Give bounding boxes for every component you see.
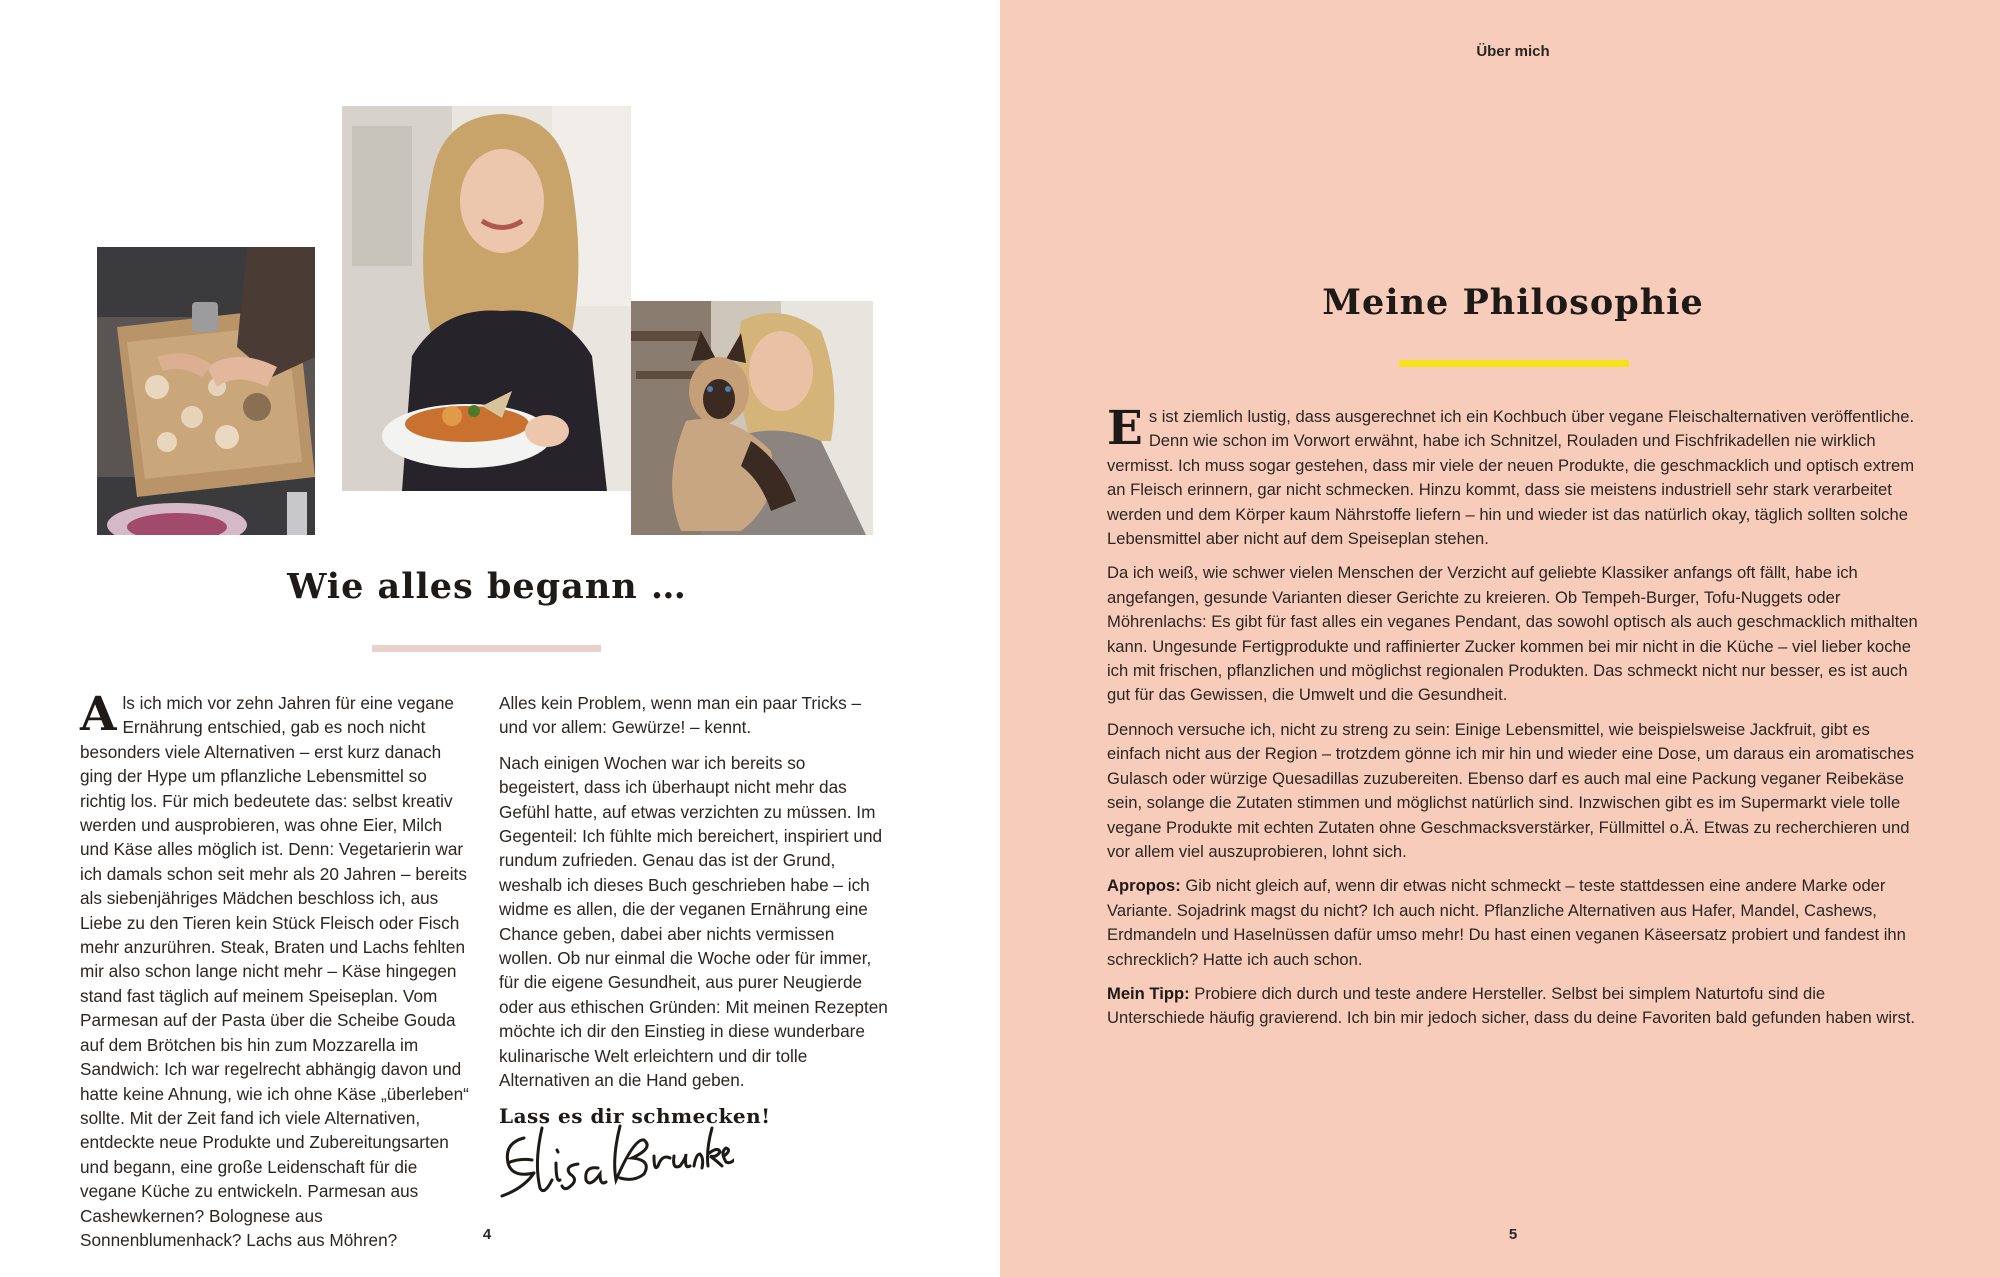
running-head: Über mich xyxy=(1476,43,1550,60)
signature-elisa-brunke xyxy=(494,1118,734,1208)
intro-text: ls ich mich vor zehn Jahren für eine vegane Ernährung entschied, gab es noch nicht besonders viele Alternativen – erst kurz danach ging der Hype um pflanzliche Lebensmittel so richtig los. Für mich bedeutete das: selbst kreativ werden und ausprobieren, was ohne Eier, Milch und Käse alles möglich ist. Denn: Vegetarierin war ich damals schon seit mehr als 20 Jahren – bereits als siebenjähriges Mädchen beschloss ich, aus Liebe zu den Tieren kein Stück Fleisch oder Fisch mehr anzurühren. Steak, Braten und Lachs fehlten mir also schon lange nicht mehr – Käse hingegen stand fast täglich auf meinem Speiseplan. Vom Parmesan auf der Pasta über die Scheibe Gouda auf dem Brötchen bis hin zum Mozzarella im Sandwich: Ich war regelrecht abhängig davon und hatte keine Ahnung, wie ich ohne Käse „überleben“ sollte. Mit der Zeit fand ich viele Alternativen, entdeckte neue Produkte und Zubereitungsarten und begann, eine große Leidenschaft für die vegane Küche zu entwickeln. Parmesan aus Cashewkernen? Bolognese aus Sonnenblumenhack? Lachs aus Möhren? xyxy=(80,693,469,1250)
paragraph-text: Gib nicht gleich auf, wenn dir etwas nicht schmeckt – teste stattdessen eine andere Marke oder Variante. Sojadrink magst du nicht? Ich auch nicht. Pflanzliche Alternativen aus Hafer, Mandel, Cashews, Erdmandeln und Haselnüssen dafür umso mehr! Du hast einen veganen Käseersatz probiert und fandest ihn schrecklich? Hatte ich auch schon. xyxy=(1107,876,1906,969)
paragraph xyxy=(1107,401,1923,551)
paragraph xyxy=(1107,982,1923,1031)
portrait-photo xyxy=(342,106,631,491)
right-page-heading: Meine Philosophie xyxy=(1322,282,1704,323)
paragraph: Alles kein Problem, wenn man ein paar Tricks – und vor allem: Gewürze! – kennt. xyxy=(499,693,862,738)
left-page-heading: Wie alles begann … xyxy=(287,566,687,607)
cat-photo xyxy=(631,301,873,535)
paragraph-text: Probiere dich durch und teste andere Hersteller. Selbst bei simplem Naturtofu sind die Unterschiede häufig gravierend. Ich bin mir jedoch sicher, dass du deine Favoriten bald gefunden haben wirst. xyxy=(1107,983,1916,1028)
right-column xyxy=(1107,401,1923,1041)
dropcap: A xyxy=(80,687,117,742)
page-number-left: 4 xyxy=(482,1226,492,1243)
signoff: Lass es dir schmecken! xyxy=(499,1103,771,1128)
right-heading-rule xyxy=(1399,360,1629,367)
paragraph: Nach einigen Wochen war ich bereits so begeistert, dass ich überhaupt nicht mehr das Gefühl hatte, auf etwas verzichten zu müssen. Im Gegenteil: Ich fühlte mich bereichert, inspiriert und rundum zufrieden. Genau das ist der Grund, weshalb ich dieses Buch geschrieben habe – ich widme es allen, die der veganen Ernährung eine Chance geben, dabei aber nichts vermissen wollen. Ob nur einmal die Woche oder für immer, für die eigene Gesundheit, aus purer Neugierde oder aus ethischen Gründen: Mit meinen Rezepten möchte ich dir den Einstieg in diese wunderbare kulinarische Welt erleichtern und dir tolle Alternativen an die Hand geben. xyxy=(499,752,888,1091)
page-number-right: 5 xyxy=(1508,1226,1518,1243)
left-column-1 xyxy=(80,687,475,1252)
left-column-2 xyxy=(499,691,889,1128)
right-page xyxy=(1000,0,2000,1277)
paragraph-text: s ist ziemlich lustig, dass ausgerechnet ich ein Kochbuch über vegane Fleischalternativen veröffentliche. Denn wie schon im Vorwort erwähnt, habe ich Schnitzel, Rouladen und Fischfrikadellen nie wirklich vermisst. Ich muss sogar gestehen, dass mir viele der neuen Produkte, die geschmacklich und optisch extrem an Fleisch erinnern, gar nicht schmecken. Hinzu kommt, dass sie meistens industriell sehr stark verarbeitet werden und dem Körper kaum Nährstoffe liefern – hin und wieder ist das natürlich okay, täglich sollten solche Lebensmittel aber nicht auf dem Speiseplan stehen. xyxy=(1107,407,1915,549)
apropos-label: Apropos: xyxy=(1107,876,1181,896)
dropcap: E xyxy=(1107,401,1143,456)
baking-photo xyxy=(97,247,315,535)
paragraph xyxy=(1107,874,1923,972)
paragraph: Dennoch versuche ich, nicht zu streng zu sein: Einige Lebensmittel, wie beispielsweise Jackfruit, gibt es einfach nicht aus der Region – trotzdem gönne ich mir hin und wieder eine Dose, um daraus ein aromatisches Gulasch oder würzige Quesadillas zuzubereiten. Ebenso darf es auch mal eine Packung veganer Reibekäse sein, solange die Zutaten stimmen und möglichst natürlich sind. Inzwischen gibt es im Supermarkt viele tolle vegane Produkte mit echten Zutaten ohne Geschmacksverstärker, Füllmittel o.Ä. Etwas zu recherchieren und vor allem viel auszuprobieren, lohnt sich. xyxy=(1107,719,1915,861)
tip-label: Mein Tipp: xyxy=(1107,983,1190,1003)
paragraph: Da ich weiß, wie schwer vielen Menschen der Verzicht auf geliebte Klassiker anfangs oft fällt, habe ich angefangen, gesunde Varianten dieser Gerichte zu kreieren. Ob Tempeh-Burger, Tofu-Nuggets oder Möhrenlachs: Es gibt für fast alles ein veganes Pendant, das sowohl optisch als auch geschmacklich mithalten kann. Ungesunde Fertigprodukte und raffinierter Zucker kommen bei mir nicht in die Küche – viel lieber koche ich mit frischen, pflanzlichen und möglichst regionalen Produkten. Das schmeckt nicht nur besser, es ist auch gut für das Gewissen, die Umwelt und die Gesundheit. xyxy=(1107,563,1918,705)
left-heading-rule xyxy=(372,645,601,652)
